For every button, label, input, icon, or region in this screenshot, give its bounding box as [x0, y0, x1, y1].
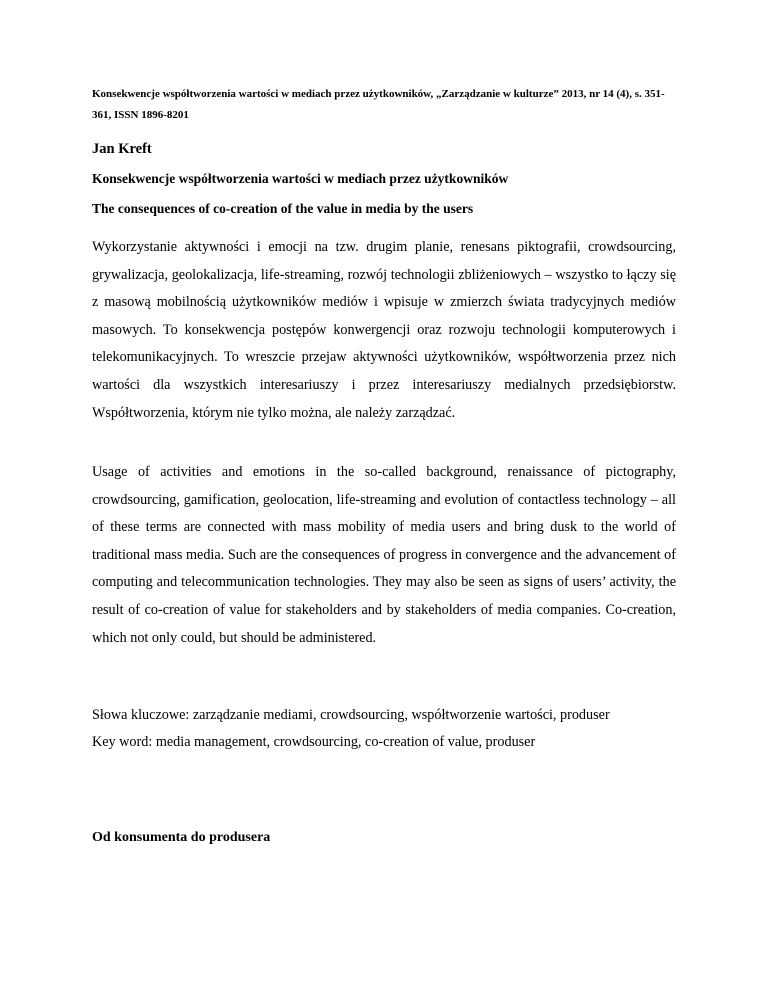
abstract-polish: Wykorzystanie aktywności i emocji na tzw. drugim planie, renesans piktografii, crowdsourcing, grywalizacja, geolokalizacja, life-streaming, rozwój technologii zbliżeniowych – wszystko to łączy się z masową mobilnością użytkowników mediów i wpisuje w zmierzch świata tradycyjnych mediów masowych. To konsekwencja postępów konwergencji oraz rozwoju technologii komputerowych i telekomunikacyjnych. To wreszcie przejaw aktywności użytkowników, współtworzenia przez nich wartości dla wszystkich interesariuszy i przez interesariuszy medialnych przedsiębiorstw. Współtworzenia, którym nie tylko można, ale należy zarządzać. — [92, 239, 676, 421]
citation-header: Konsekwencje współtworzenia wartości w mediach przez użytkowników, „Zarządzanie w kulturze” 2013, nr 14 (4), s. 351-361, ISSN 1896-8201 — [92, 88, 665, 121]
section-heading: Od konsumenta do produsera — [92, 830, 271, 845]
author-name: Jan Kreft — [92, 141, 152, 157]
article-title-english: The consequences of co-creation of the value in media by the users — [92, 201, 474, 216]
keywords-english: Key word: media management, crowdsourcing, co-creation of value, produser — [92, 734, 536, 750]
abstract-english: Usage of activities and emotions in the so-called background, renaissance of pictography, crowdsourcing, gamification, geolocation, life-streaming and evolution of contactless technology – all of these terms are connected with mass mobility of media users and bring dusk to the world of traditional mass media. Such are the consequences of progress in convergence and the advancement of computing and telecommunication technologies. They may also be seen as signs of users’ activity, the result of co-creation of value for stakeholders and by stakeholders of media companies. Co-creation, which not only could, but should be administered. — [92, 464, 676, 646]
keywords-polish: Słowa kluczowe: zarządzanie mediami, crowdsourcing, współtworzenie wartości, produser — [92, 707, 610, 723]
article-title-polish: Konsekwencje współtworzenia wartości w mediach przez użytkowników — [92, 171, 509, 186]
